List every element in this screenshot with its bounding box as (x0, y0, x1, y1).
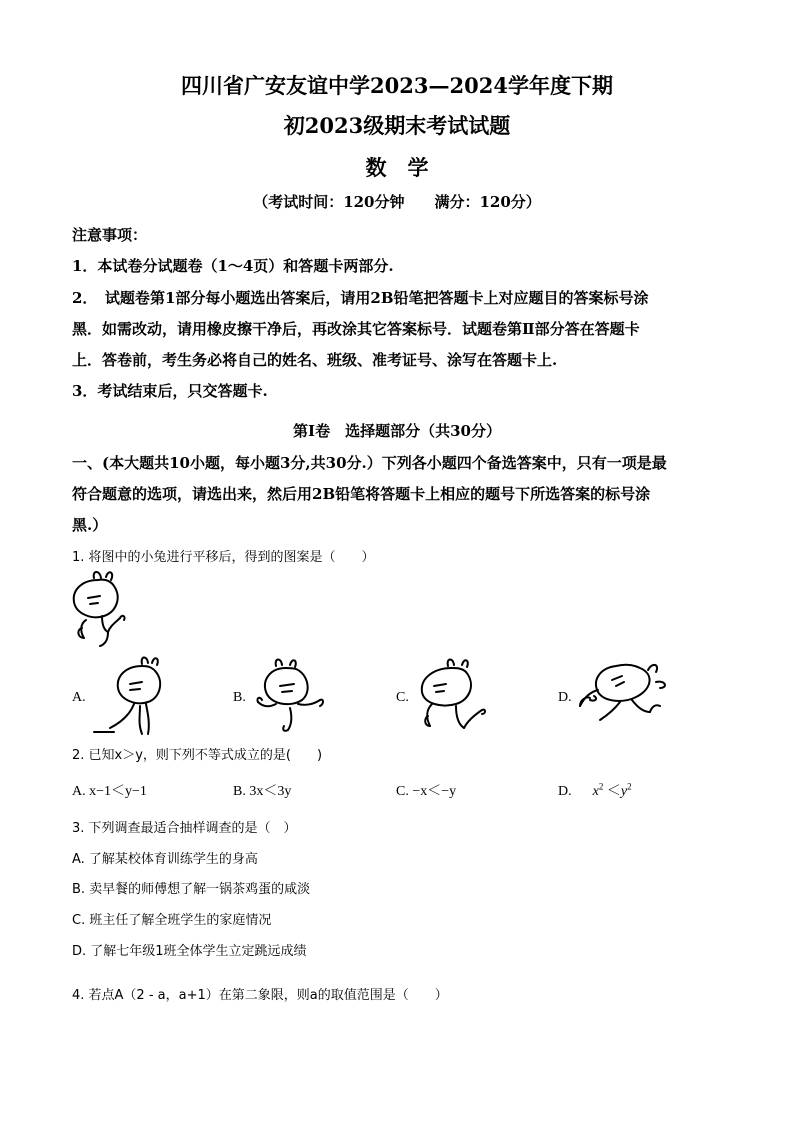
q2-option-d-exp1: 2 (598, 781, 604, 792)
exam-title-line2: 初2023级期末考试试题 (283, 113, 511, 138)
q1-option-b-label: B. (233, 690, 246, 705)
q3-option-c: C. 班主任了解全班学生的家庭情况 (72, 913, 272, 928)
q2-option-a: A. x−1＜y−1 (72, 784, 147, 799)
section-intro-line1: 一、(本大题共10小题，每小题3分,共30分.）下列各小题四个备选答案中，只有一项是最 (72, 454, 667, 472)
rabbit-option-a-figure (90, 652, 170, 736)
q2-option-b: B. 3x＜3y (233, 784, 292, 799)
q2-option-d-x: x (592, 784, 599, 799)
exam-title-line1: 四川省广安友谊中学2023—2024学年度下期 (181, 73, 613, 98)
note-2-line3: 上．答卷前，考生务必将自己的姓名、班级、准考证号、涂写在答题卡上. (72, 351, 558, 369)
q2-stem: 2. 已知x＞y，则下列不等式成立的是( ) (72, 748, 323, 763)
q3-option-b: B. 卖早餐的师傅想了解一锅茶鸡蛋的咸淡 (72, 882, 311, 897)
rabbit-original-figure (68, 568, 138, 650)
note-2-line2: 黑．如需改动，请用橡皮擦干净后，再改涂其它答案标号．试题卷第Ⅱ部分答在答题卡 (72, 320, 640, 338)
subject-title: 数 学 (365, 155, 429, 180)
section-title: 第Ⅰ卷 选择题部分（共30分） (293, 422, 501, 440)
q3-stem: 3. 下列调查最适合抽样调查的是（ ） (72, 821, 297, 836)
q1-option-c-label: C. (396, 690, 409, 705)
note-3: 3．考试结束后，只交答题卡. (72, 382, 268, 400)
note-1: 1．本试卷分试题卷（1～4页）和答题卡两部分. (72, 257, 394, 275)
q3-option-d: D. 了解七年级1班全体学生立定跳远成绩 (72, 944, 307, 959)
q4-stem: 4. 若点A（2 - a，a+1）在第二象限，则a的取值范围是（ ） (72, 988, 448, 1003)
q2-option-c: C. −x＜−y (396, 784, 457, 799)
q2-option-d-lt: ＜ (606, 784, 621, 799)
notes-heading: 注意事项： (72, 226, 148, 244)
note-2-line1: 2． 试题卷第1部分每小题选出答案后，请用2B铅笔把答题卡上对应题目的答案标号涂 (72, 289, 649, 307)
section-intro-line2: 符合题意的选项，请选出来，然后用2B铅笔将答题卡上相应的题号下所选答案的标号涂 (72, 485, 651, 503)
section-intro-line3: 黑.） (72, 516, 108, 534)
q2-option-d (558, 780, 632, 800)
q2-option-d-label: D. (558, 784, 572, 799)
rabbit-option-c-figure (412, 654, 492, 738)
q1-option-a-label: A. (72, 690, 86, 705)
q1-stem: 1. 将图中的小兔进行平移后，得到的图案是（ ） (72, 550, 375, 565)
q3-option-a: A. 了解某校体育训练学生的身高 (72, 852, 258, 867)
exam-info: （考试时间：120分钟 满分：120分） (253, 193, 541, 211)
q1-option-d-label: D. (558, 690, 572, 705)
rabbit-option-d-figure (576, 656, 672, 726)
rabbit-option-b-figure (250, 654, 330, 738)
q2-option-d-exp2: 2 (627, 781, 632, 792)
q2-option-d-y: y (620, 784, 628, 799)
